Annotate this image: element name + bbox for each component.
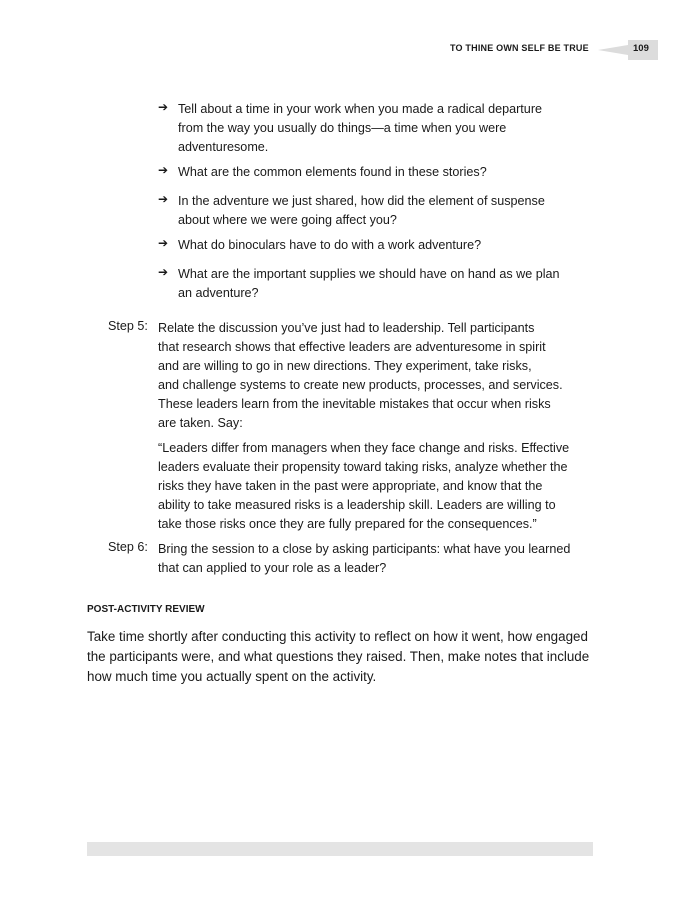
text-line: about where we were going affect you? <box>178 213 397 227</box>
text-line: Take time shortly after conducting this activity to reflect on how it went, how engaged <box>87 629 588 644</box>
bullet-item <box>178 265 560 303</box>
text-line: the participants were, and what questions they raised. Then, make notes that include <box>87 649 590 664</box>
text-line: These leaders learn from the inevitable mistakes that occur when risks <box>158 397 551 411</box>
text-line: “Leaders differ from managers when they face change and risks. Effective <box>158 441 570 455</box>
step-label: Step 6: <box>108 540 148 554</box>
text-line: Bring the session to a close by asking participants: what have you learned <box>158 542 571 556</box>
text-line: that can applied to your role as a leader? <box>158 561 387 575</box>
text-line: and challenge systems to create new products, processes, and services. <box>158 378 563 392</box>
review-paragraph <box>87 627 589 687</box>
bullet-item <box>178 192 545 230</box>
text-line: an adventure? <box>178 286 259 300</box>
right-arrow-icon: ➔ <box>158 100 169 114</box>
right-arrow-icon: ➔ <box>158 192 169 206</box>
quote-text <box>158 439 569 534</box>
text-line: Relate the discussion you’ve just had to leadership. Tell participants <box>158 321 535 335</box>
step-5-text <box>158 319 563 433</box>
running-header: TO THINE OWN SELF BE TRUE <box>450 43 589 53</box>
right-arrow-icon: ➔ <box>158 265 169 279</box>
text-line: that research shows that effective leaders are adventuresome in spirit <box>158 340 546 354</box>
page-number: 109 <box>633 43 649 54</box>
step-label: Step 5: <box>108 319 148 333</box>
text-line: In the adventure we just shared, how did the element of suspense <box>178 194 545 208</box>
bullet-item <box>178 100 542 157</box>
text-line: ability to take measured risks is a leadership skill. Leaders are willing to <box>158 498 556 512</box>
text-line: risks they have taken in the past were appropriate, and know that the <box>158 479 543 493</box>
step-6-text <box>158 540 570 578</box>
text-line: Tell about a time in your work when you made a radical departure <box>178 102 543 116</box>
right-arrow-icon: ➔ <box>158 163 169 177</box>
text-line: What are the important supplies we should have on hand as we plan <box>178 267 560 281</box>
section-heading: POST-ACTIVITY REVIEW <box>87 604 205 615</box>
bullet-item <box>178 236 481 255</box>
text-line: and are willing to go in new directions. They experiment, take risks, <box>158 359 532 373</box>
text-line: from the way you usually do things—a time when you were <box>178 121 507 135</box>
text-line: leaders evaluate their propensity toward taking risks, analyze whether the <box>158 460 568 474</box>
text-line: are taken. Say: <box>158 416 243 430</box>
right-arrow-icon: ➔ <box>158 236 169 250</box>
text-line: take those risks once they are fully prepared for the consequences.” <box>158 517 537 531</box>
text-line: What are the common elements found in these stories? <box>178 165 487 179</box>
text-line: adventuresome. <box>178 140 269 154</box>
footer-bar <box>87 842 593 856</box>
bullet-item <box>178 163 487 182</box>
text-line: What do binoculars have to do with a work adventure? <box>178 238 482 252</box>
text-line: how much time you actually spent on the activity. <box>87 669 377 684</box>
